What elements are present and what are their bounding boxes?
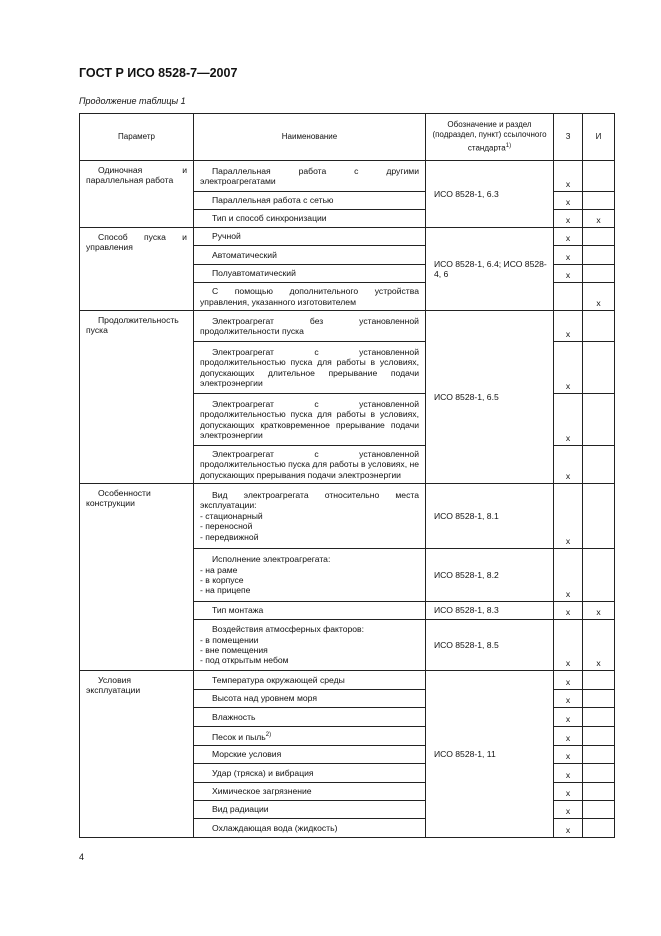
- name-cell: [194, 727, 426, 746]
- mark-i: [583, 265, 615, 283]
- ref-cell: ИСО 8528-1, 8.2: [426, 549, 554, 602]
- name-list-item: - стационарный: [200, 510, 263, 521]
- name-cell: [194, 602, 426, 620]
- header-param: Параметр: [80, 114, 194, 161]
- mark-i: [583, 311, 615, 342]
- name-list-item: - под открытым небом: [200, 655, 289, 666]
- mark-z: x: [554, 484, 583, 549]
- mark-z: x: [554, 783, 583, 801]
- mark-z: x: [554, 620, 583, 671]
- mark-z: x: [554, 819, 583, 838]
- mark-i: [583, 801, 615, 819]
- name-text: Автоматический: [212, 249, 277, 260]
- mark-z: x: [554, 246, 583, 265]
- mark-i: x: [583, 283, 615, 311]
- ref-cell: ИСО 8528-1, 8.5: [426, 620, 554, 671]
- name-cell: [194, 690, 426, 708]
- header-name: Наименование: [194, 114, 426, 161]
- name-cell: [194, 246, 426, 265]
- page-number: 4: [79, 852, 85, 862]
- name-cell: [194, 783, 426, 801]
- mark-i: [583, 394, 615, 446]
- name-cell: [194, 620, 426, 671]
- mark-z: x: [554, 764, 583, 783]
- document-title: ГОСТ Р ИСО 8528-7—2007: [79, 66, 238, 80]
- mark-i: x: [583, 620, 615, 671]
- mark-i: [583, 819, 615, 838]
- name-text: Удар (тряска) и вибрация: [212, 767, 314, 778]
- mark-i: [583, 228, 615, 246]
- name-text: С помощью дополнительного устройства управления, указанного изготовителем: [200, 286, 419, 307]
- mark-z: x: [554, 210, 583, 228]
- mark-z: x: [554, 746, 583, 764]
- name-text: Параллельная работа с сетью: [212, 195, 334, 206]
- mark-z: x: [554, 671, 583, 690]
- mark-i: [583, 484, 615, 549]
- mark-z: x: [554, 801, 583, 819]
- name-text: Химическое загрязнение: [212, 786, 312, 797]
- mark-z: x: [554, 342, 583, 394]
- mark-i: x: [583, 210, 615, 228]
- name-text: Морские условия: [212, 749, 282, 760]
- name-list-item: - в помещении: [200, 634, 259, 645]
- name-cell: [194, 746, 426, 764]
- param-cell: Одиночная и параллельная работа: [80, 161, 194, 228]
- name-cell: [194, 549, 426, 602]
- name-cell: [194, 394, 426, 446]
- name-cell: [194, 210, 426, 228]
- name-cell: [194, 283, 426, 311]
- mark-z: x: [554, 228, 583, 246]
- mark-i: [583, 708, 615, 727]
- name-text: Высота над уровнем моря: [212, 693, 317, 704]
- name-text: Песок и пыль: [212, 731, 266, 742]
- mark-z: x: [554, 192, 583, 210]
- footnote-ref: 2): [265, 731, 272, 738]
- mark-i: [583, 549, 615, 602]
- mark-i: [583, 342, 615, 394]
- mark-i: [583, 671, 615, 690]
- name-text: Влажность: [212, 711, 256, 722]
- table-header-row: [80, 114, 615, 161]
- name-text: Температура окружающей среды: [212, 674, 345, 685]
- mark-i: [583, 192, 615, 210]
- name-cell: [194, 265, 426, 283]
- name-cell: [194, 446, 426, 484]
- mark-z: x: [554, 690, 583, 708]
- name-cell: [194, 484, 426, 549]
- name-text: Вид электроагрегата относительно места эксплуатации:: [200, 489, 419, 511]
- mark-i: x: [583, 602, 615, 620]
- table-row: [80, 671, 615, 690]
- ref-cell: ИСО 8528-1, 6.3: [426, 161, 554, 228]
- table-caption: Продолжение таблицы 1: [79, 96, 186, 106]
- param-cell: Особенности конструкции: [80, 484, 194, 671]
- name-list-item: - передвижной: [200, 531, 259, 542]
- name-cell: [194, 671, 426, 690]
- name-list-item: - вне помещения: [200, 645, 268, 655]
- table-row: [80, 228, 615, 246]
- mark-i: [583, 246, 615, 265]
- ref-cell: ИСО 8528-1, 8.1: [426, 484, 554, 549]
- ref-cell: ИСО 8528-1, 6.5: [426, 311, 554, 484]
- name-text: Электроагрегат с установленной продолжительностью пуска для работы в условиях, не допускающих прерывания подачи электроэнергии: [200, 448, 419, 480]
- name-text: Охлаждающая вода (жидкость): [212, 822, 338, 833]
- mark-i: [583, 783, 615, 801]
- name-list-item: - на раме: [200, 564, 238, 575]
- name-text: Электроагрегат с установленной продолжительностью пуска для работы в условиях, допускающих кратковременное прерывание подачи электроэнергии: [200, 398, 419, 440]
- name-text: Исполнение электроагрегата:: [212, 554, 331, 565]
- mark-z: x: [554, 446, 583, 484]
- mark-z: x: [554, 727, 583, 746]
- mark-z: x: [554, 549, 583, 602]
- name-text: Параллельная работа с другими электроагрегатами: [200, 165, 419, 186]
- name-cell: [194, 708, 426, 727]
- name-cell: [194, 192, 426, 210]
- mark-i: [583, 764, 615, 783]
- name-cell: [194, 228, 426, 246]
- mark-i: [583, 746, 615, 764]
- name-list-item: - в корпусе: [200, 575, 244, 585]
- header-z: З: [554, 114, 583, 161]
- ref-cell: ИСО 8528-1, 6.4; ИСО 8528-4, 6: [426, 228, 554, 311]
- name-text: Тип монтажа: [212, 605, 264, 616]
- name-text: Электроагрегат без установленной продолжительности пуска: [200, 315, 419, 336]
- name-text: Вид радиации: [212, 804, 269, 815]
- mark-i: [583, 690, 615, 708]
- mark-z: x: [554, 311, 583, 342]
- header-i: И: [583, 114, 615, 161]
- name-cell: [194, 161, 426, 192]
- name-text: Ручной: [212, 231, 241, 242]
- param-cell: Условия эксплуатации: [80, 671, 194, 838]
- name-cell: [194, 819, 426, 838]
- name-list-item: - переносной: [200, 521, 253, 532]
- name-cell: [194, 801, 426, 819]
- header-ref: Обозначение и раздел (подраздел, пункт) ссылочного стандарта$^{1)}$: [426, 114, 554, 161]
- mark-z: [554, 283, 583, 311]
- mark-i: [583, 161, 615, 192]
- param-cell: Продолжительность пуска: [80, 311, 194, 484]
- mark-z: x: [554, 602, 583, 620]
- ref-cell: ИСО 8528-1, 8.3: [426, 602, 554, 620]
- mark-i: [583, 727, 615, 746]
- mark-z: x: [554, 265, 583, 283]
- table-row: [80, 311, 615, 342]
- mark-i: [583, 446, 615, 484]
- parameters-table: [79, 113, 615, 838]
- name-list-item: - на прицепе: [200, 585, 251, 596]
- name-text: Электроагрегат с установленной продолжительностью пуска для работы в условиях, допускающих длительное прерывание подачи электроэнергии: [200, 346, 419, 388]
- table-row: [80, 161, 615, 192]
- mark-z: x: [554, 708, 583, 727]
- name-text: Полуавтоматический: [212, 268, 296, 279]
- ref-cell: ИСО 8528-1, 11: [426, 671, 554, 838]
- mark-z: x: [554, 161, 583, 192]
- name-cell: [194, 311, 426, 342]
- param-cell: Способ пуска и управления: [80, 228, 194, 311]
- name-cell: [194, 342, 426, 394]
- table-row: [80, 484, 615, 549]
- name-text: Тип и способ синхронизации: [212, 213, 327, 224]
- name-text: Воздействия атмосферных факторов:: [212, 624, 364, 635]
- name-cell: [194, 764, 426, 783]
- mark-z: x: [554, 394, 583, 446]
